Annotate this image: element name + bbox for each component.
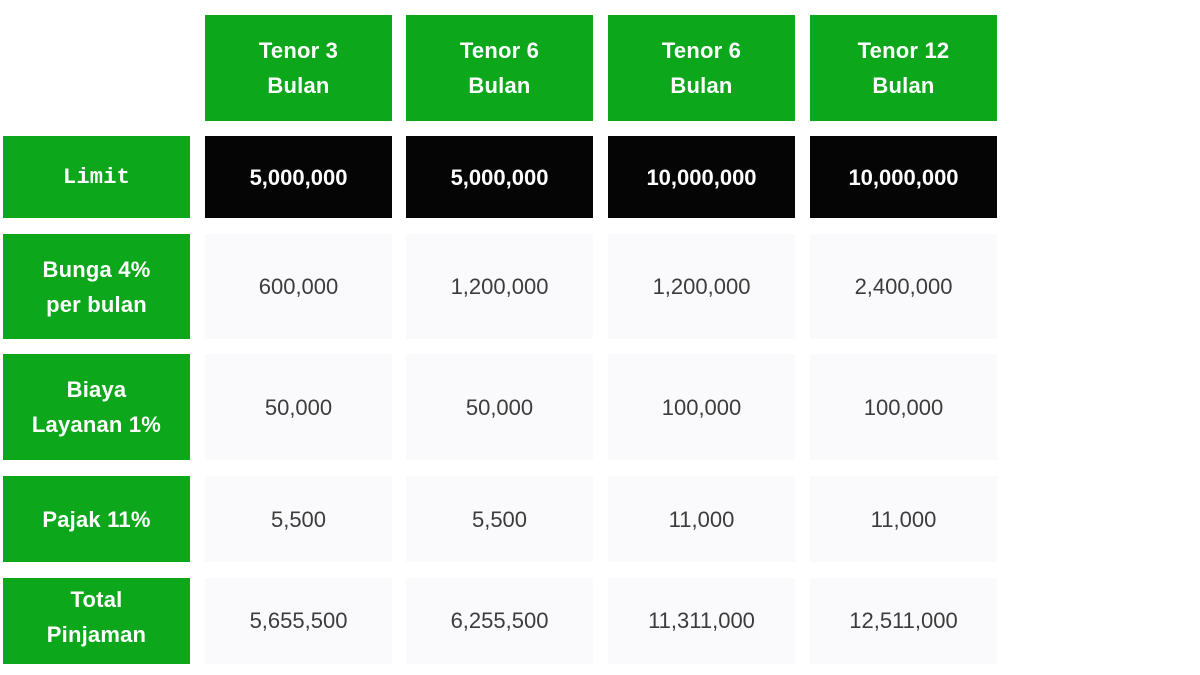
row-label-total-pinjaman bbox=[3, 578, 190, 664]
table-cell: 11,311,000 bbox=[608, 578, 795, 664]
table-cell: 5,655,500 bbox=[205, 578, 392, 664]
column-header bbox=[205, 15, 392, 121]
table-cell: 50,000 bbox=[205, 354, 392, 460]
table-cell: 50,000 bbox=[406, 354, 593, 460]
table-cell: 1,200,000 bbox=[608, 234, 795, 339]
column-header bbox=[406, 15, 593, 121]
column-header-label: Tenor 3 Bulan bbox=[258, 38, 339, 98]
limit-cell: 5,000,000 bbox=[205, 136, 392, 218]
table-cell: 2,400,000 bbox=[810, 234, 997, 339]
column-header-label: Tenor 6 Bulan bbox=[459, 38, 540, 98]
table-cell: 1,200,000 bbox=[406, 234, 593, 339]
table-cell: 5,500 bbox=[205, 476, 392, 562]
table-cell: 12,511,000 bbox=[810, 578, 997, 664]
table-cell: 11,000 bbox=[810, 476, 997, 562]
limit-cell: 5,000,000 bbox=[406, 136, 593, 218]
column-header bbox=[608, 15, 795, 121]
row-label-limit bbox=[3, 136, 190, 218]
column-header-label: Tenor 12 Bulan bbox=[857, 38, 950, 98]
row-label-text: Total Pinjaman bbox=[46, 587, 147, 647]
table-cell: 100,000 bbox=[810, 354, 997, 460]
row-label-pajak bbox=[3, 476, 190, 562]
row-label-bunga bbox=[3, 234, 190, 339]
limit-cell: 10,000,000 bbox=[810, 136, 997, 218]
table-cell: 5,500 bbox=[406, 476, 593, 562]
row-label-text: Limit bbox=[62, 164, 130, 190]
row-label-text: Bunga 4% per bulan bbox=[42, 256, 151, 317]
table-cell: 11,000 bbox=[608, 476, 795, 562]
table-cell: 6,255,500 bbox=[406, 578, 593, 664]
row-label-biaya-layanan bbox=[3, 354, 190, 460]
column-header-label: Tenor 6 Bulan bbox=[661, 38, 742, 98]
limit-cell: 10,000,000 bbox=[608, 136, 795, 218]
row-label-text: Biaya Layanan 1% bbox=[31, 377, 162, 437]
table-cell: 100,000 bbox=[608, 354, 795, 460]
row-label-text: Pajak 11% bbox=[42, 506, 151, 532]
column-header bbox=[810, 15, 997, 121]
table-cell: 600,000 bbox=[205, 234, 392, 339]
